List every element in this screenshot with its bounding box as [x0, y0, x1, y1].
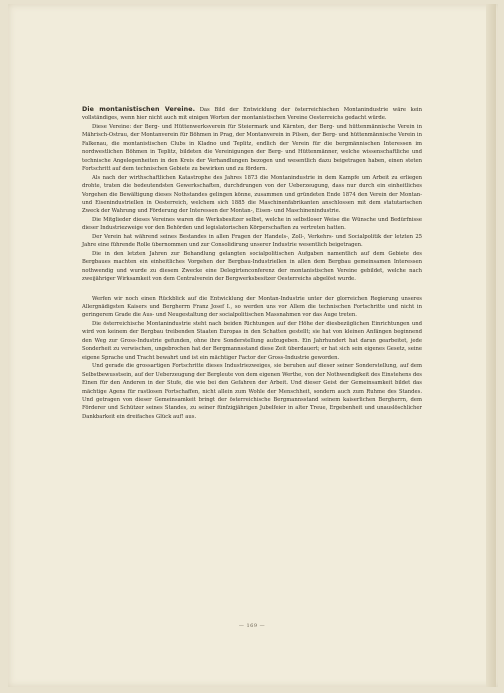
page-fold-edge — [486, 4, 496, 687]
paragraph-9: Und gerade die grossartigen Fortschritte dieses Industriezweiges, sie beruhen auf dieser seiner Sonderstellung, auf dem Selbstbewusstsein, auf der Ueberzeugung der Bergleute von dem eigenen Werthe, von der Nothwendigkeit des Einstehens des Einen für den Anderen in der Stufe, die wie bei den Gefahren der Arbeit. Und dieser Geist der Gemeinsamkeit bildet das mächtige Agens für rastlosen Fortschaffen, nicht allein zum Wohle der Menschheit, sondern auch zum Ruhme des Standes. Und getragen von dieser Gemeinsamkeit bringt der österreichische Bergmannsstand seinem kaiserlichen Bergherrn, dem Förderer und Schützer seines Standes, zu seiner fünfzigjährigen Jubelfeier in alter Treue, Ergebenheit und unauslöschlicher Dankbarkeit ein dreifaches Glück auf! aus. — [82, 363, 422, 420]
paragraph-8: Die österreichische Montanindustrie steht nach beiden Richtungen auf der Höhe der diesbezüglichen Einrichtungen und wird von keinem der Bergbau treibenden Staaten Europas in den Schatten gestellt; sie hat von kleinen Anfängen beginnend den Weg zur Gross-Industrie gefunden, ohne ihre Sonderstellung aufzugeben. Ein Jahrhundert hat daran gearbeitet, jede Sonderheit zu verwischen, ungebrochen hat der Bergmannsstand diese Zeit überdauert; er hat sich sein eigenes Gesetz, seine eigene Sprache und Tracht bewahrt und ist ein mächtiger Factor der Gross-Industrie geworden. — [82, 320, 422, 361]
body-text — [82, 106, 422, 421]
paragraph-5: Der Verein hat während seines Bestandes in allen Fragen der Handels-, Zoll-, Verkehrs- und Socialpolitik der letzten 25 Jahre eine führende Rolle übernommen und zur Consolidirung unserer Industrie wesentlich beigetragen. — [82, 233, 422, 249]
paragraph-3: Als nach der wirthschaftlichen Katastrophe des Jahres 1873 die Montanindustrie in dem Kampfe um Arbeit zu erliegen drohte, traten die bedeutendsten Gewerkschaften, durchdrungen von der Ueberzeugung, dass nur durch ein einheitliches Vorgehen die Bewältigung dieses Nothstandes gelingen könne, zusammen und gründeten Ende 1874 den Verein der Montan- und Eisenindustriellen in Oesterreich, welchem sich 1885 die Maschinenfabrikanten anschlossen mit dem statutarischen Zweck der Wahrung und Förderung der Interessen der Montan-, Eisen- und Maschinenindustrie. — [82, 174, 422, 215]
paragraph-7: Werfen wir noch einen Rückblick auf die Entwicklung der Montan-Industrie unter der glorreichen Regierung unseres Allergnädigsten Kaisers und Bergherrn Franz Josef I., so werden uns vor Allem die technischen Fortschritte und nicht in geringerem Grade die Aus- und Neugestaltung der socialpolitischen Massnahmen vor das Auge treten. — [82, 295, 422, 319]
paragraph-2: Diese Vereine: der Berg- und Hüttenwerksverein für Steiermark und Kärnten, der Berg- und hüttenmännische Verein in Mährisch-Ostrau, der Montanverein für Böhmen in Prag, der Montanverein in Pilsen, der Berg- und hüttenmännische Verein in Falkenau, die montanistischen Clubs in Kladno und Teplitz, endlich der Verein für die bergmännischen Interessen im nordwestlichen Böhmen in Teplitz, bildeten die Vereinigungen der Berg- und Hüttenmänner, welche wissenschaftliche und technische Angelegenheiten in den Kreis der Verhandlungen bezogen und wesentlich dazu beigetragen haben, einen steten Fortschritt auf dem technischen Gebiete zu bewirken und zu fördern. — [82, 123, 422, 173]
paragraph-1 — [82, 106, 422, 123]
page-number: — 169 — — [238, 623, 266, 629]
section-heading: Die montanistischen Vereine. — [82, 106, 196, 113]
paragraph-6: Die in den letzten Jahren zur Behandlung gelangten socialpolitischen Aufgaben namentlich auf dem Gebiete des Bergbaues machten ein einheitliches Vorgehen der Bergbau-Industriellen in allen dem Bergbau gemeinsamen Interessen nothwendig und wurde zu diesem Zwecke eine Delegirtenconferenz der montanistischen Vereine gebildet, welche nach zweijähriger Wirksamkeit von dem Centralverein der Bergwerksbesitzer Oesterreichs abgelöst wurde. — [82, 250, 422, 283]
paragraph-4: Die Mitglieder dieses Vereines waren die Werksbesitzer selbst, welche in selbstloser Weise die Wünsche und Bedürfnisse dieser Industriezweige vor den Behörden und legislatorischen Körperschaften zu vertreten hatten. — [82, 216, 422, 232]
paragraph-1-text: Das Bild der Entwicklung der österreichischen Montanindustrie wäre kein vollständiges, wenn hier nicht auch mit einigen Worten der montanistischen Vereine Oesterreichs gedacht würde. — [82, 107, 422, 122]
